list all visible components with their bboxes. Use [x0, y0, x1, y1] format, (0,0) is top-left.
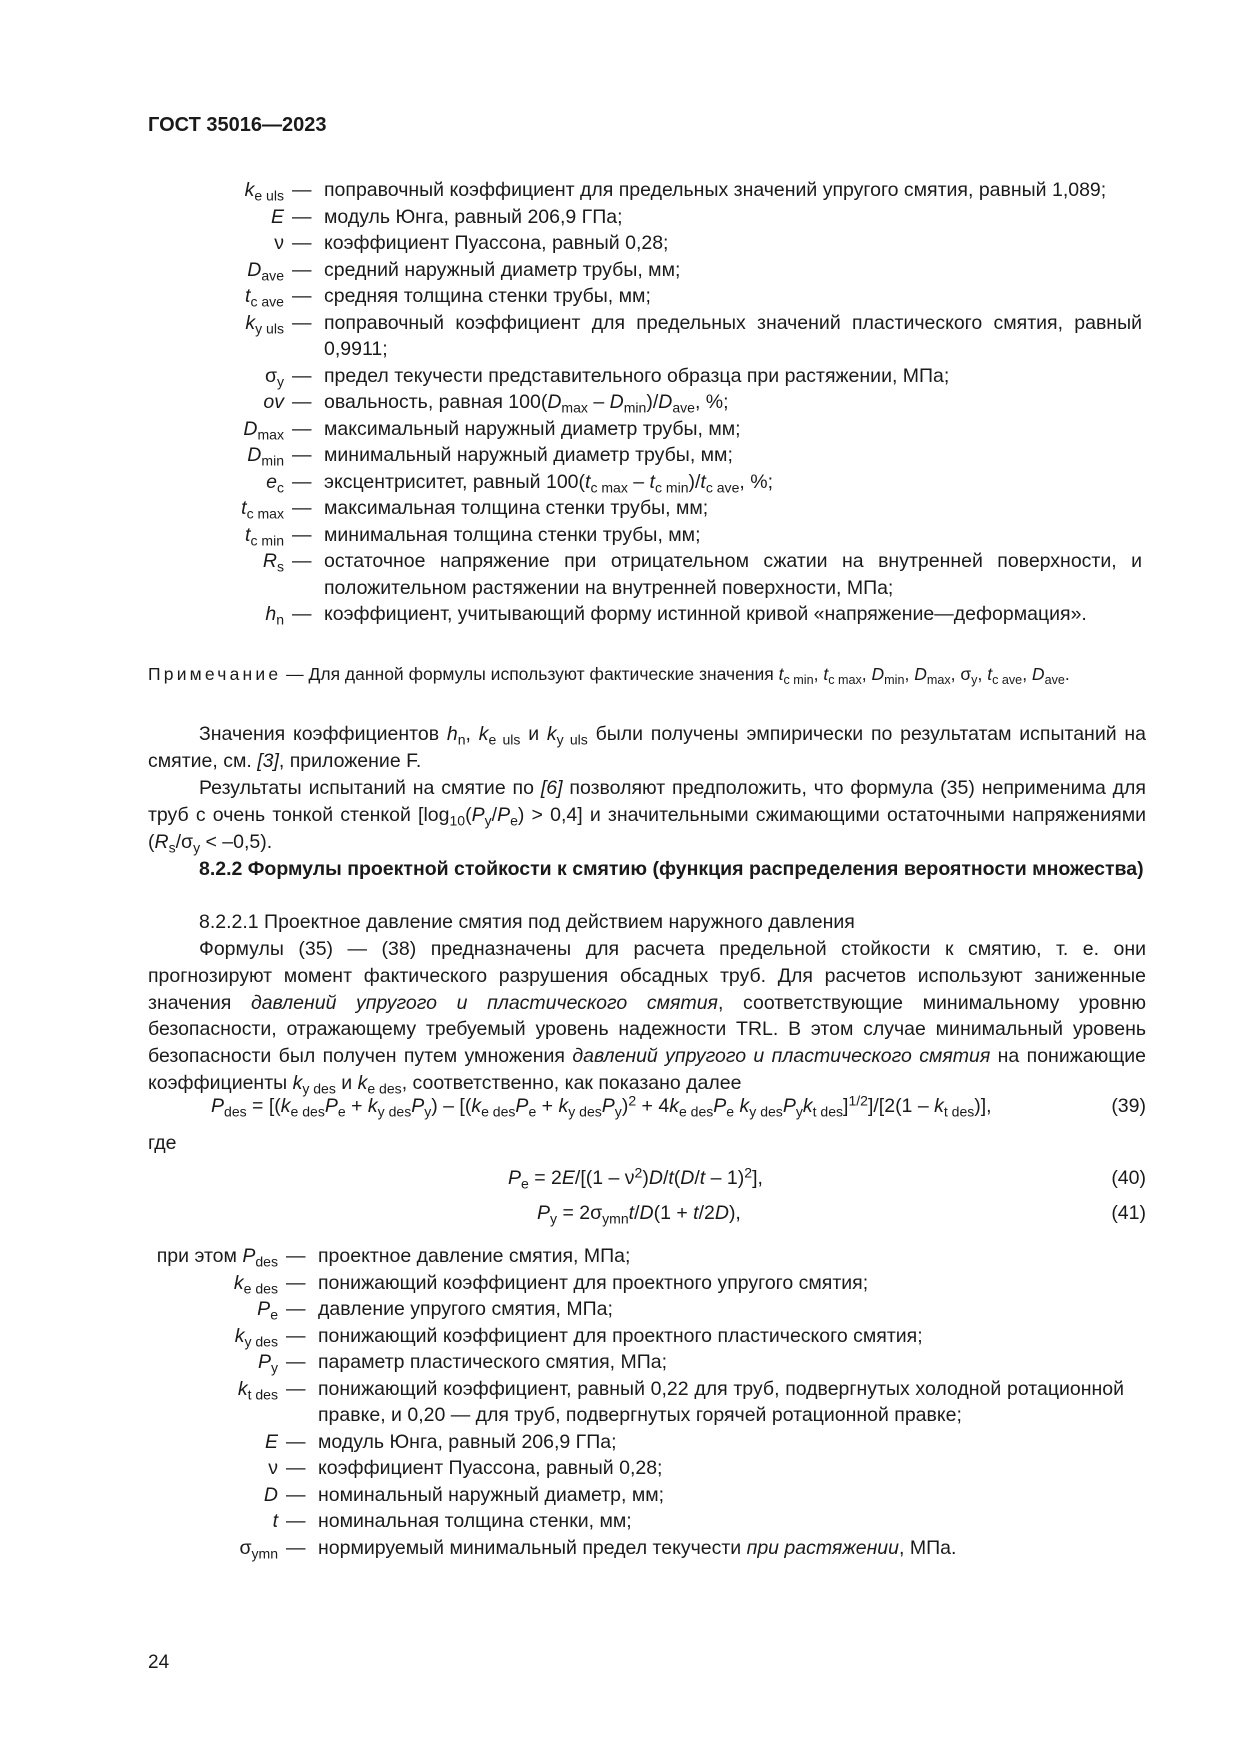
- definition-symbol: при этом $P_{des}$: [156, 1245, 278, 1270]
- em-dash: —: [286, 1245, 306, 1267]
- definition-symbol: $P_y$: [257, 1351, 278, 1376]
- definition-row: [0, 1535, 1241, 1562]
- definition-symbol: $D_{max}$: [243, 417, 284, 442]
- definition-text: параметр пластического смятия, МПа;: [318, 1351, 668, 1373]
- definition-row: [0, 363, 1241, 390]
- em-dash: —: [286, 1271, 306, 1294]
- definition-text: номинальная толщина стенки, мм;: [318, 1510, 632, 1532]
- definition-row: [0, 389, 1241, 416]
- definition-symbol: E: [270, 205, 284, 228]
- definition-row: [0, 1482, 1241, 1509]
- definition-symbol: $e_c$: [266, 470, 284, 495]
- formula-40-number: (40): [1111, 1167, 1146, 1189]
- definition-row: [0, 230, 1241, 257]
- em-dash: —: [286, 1483, 306, 1506]
- em-dash: —: [292, 391, 312, 413]
- em-dash: —: [292, 205, 312, 228]
- em-dash: —: [286, 1430, 306, 1453]
- em-dash: —: [286, 1351, 306, 1373]
- definition-row: [0, 1455, 1241, 1482]
- definition-symbol: $\sigma_y$: [264, 364, 284, 389]
- definition-symbol: ν: [268, 1457, 278, 1479]
- definitions-list-1: [0, 177, 1241, 628]
- section-heading: 8.2.2 Формулы проектной стойкости к смятию (функция распределения вероятности множества): [199, 858, 1144, 880]
- definition-row: [0, 469, 1241, 496]
- em-dash: —: [292, 311, 312, 334]
- definitions-list-2: [0, 1243, 1241, 1561]
- definition-text: эксцентриситет, равный $100(t_{c max} - t_{c min})/t_{c ave}$, %;: [324, 470, 773, 495]
- em-dash: —: [286, 1510, 306, 1532]
- em-dash: —: [286, 1457, 306, 1479]
- em-dash: —: [292, 364, 312, 387]
- definition-row: [0, 1243, 1241, 1270]
- document-header: ГОСТ 35016—2023: [148, 114, 327, 136]
- definition-row: [0, 522, 1241, 549]
- definition-row: [0, 283, 1241, 310]
- definition-text: остаточное напряжение при отрицательном сжатии на внутренней поверхности, и положительном растяжении на внутренней поверхности, МПа;: [324, 550, 1142, 599]
- definition-row: [0, 1376, 1241, 1429]
- em-dash: —: [292, 470, 312, 493]
- definition-symbol: $t_{c ave}$: [245, 285, 284, 310]
- em-dash: —: [292, 258, 312, 281]
- paragraph-coefficients: Значения коэффициентов $h_n$, $k_{e uls}$ и $k_{y uls}$ были получены эмпирически по результатам испытаний на смятие, см. [3], приложение F.: [148, 723, 1146, 772]
- definition-symbol: $t_{c min}$: [245, 523, 284, 548]
- definition-text: понижающий коэффициент для проектного упругого смятия;: [318, 1271, 869, 1294]
- definition-symbol: $D_{ave}$: [247, 258, 284, 283]
- em-dash: —: [286, 1324, 306, 1347]
- definition-row: [0, 1349, 1241, 1376]
- definition-text: овальность, равная $100(D_{max} - D_{min})/D_{ave}$, %;: [324, 391, 729, 416]
- subsection-title: 8.2.2.1 Проектное давление смятия под действием наружного давления: [199, 911, 855, 933]
- em-dash: —: [292, 523, 312, 546]
- definition-text: нормируемый минимальный предел текучести при растяжении, МПа.: [318, 1536, 957, 1559]
- where-label: где: [148, 1132, 177, 1154]
- definition-symbol: $k_{y des}$: [234, 1324, 278, 1349]
- em-dash: —: [292, 232, 312, 254]
- definition-row: [0, 416, 1241, 443]
- em-dash: —: [292, 417, 312, 440]
- definition-symbol: E: [264, 1430, 278, 1453]
- definition-text: модуль Юнга, равный 206,9 ГПа;: [318, 1430, 617, 1453]
- em-dash: —: [286, 1298, 306, 1320]
- definition-row: [0, 442, 1241, 469]
- paragraph-test-results: Результаты испытаний на смятие по [6] позволяют предположить, что формула (35) неприменима для труб с очень тонкой стенкой $[\log_{10}(P_y/P_e) > 0,4]$ и значительными сжимающими остаточными напряжениями $(R_s/\sigma_y < -0,5)$.: [148, 777, 1147, 856]
- em-dash: —: [286, 1536, 306, 1559]
- definition-row: [0, 177, 1241, 204]
- formula-41: $P_y = 2\sigma_{ymn}t/D(1 + t/2D)$,: [537, 1202, 741, 1227]
- definition-row: [0, 548, 1241, 601]
- definition-symbol: $k_{t des}$: [237, 1377, 278, 1402]
- em-dash: —: [292, 550, 312, 572]
- definition-text: понижающий коэффициент, равный 0,22 для труб, подвергнутых холодной ротационной правке, и 0,20 — для труб, подвергнутых горячей ротационной правке;: [318, 1377, 1124, 1426]
- em-dash: —: [292, 179, 312, 201]
- definition-symbol: $P_e$: [257, 1298, 278, 1323]
- definition-text: минимальная толщина стенки трубы, мм;: [324, 523, 701, 546]
- definition-text: максимальная толщина стенки трубы, мм;: [324, 497, 709, 519]
- definition-symbol: $t_{c max}$: [241, 497, 284, 522]
- definition-text: коэффициент, учитывающий форму истинной кривой «напряжение—деформация».: [324, 603, 1087, 625]
- em-dash: —: [292, 285, 312, 307]
- definition-row: [0, 1429, 1241, 1456]
- paragraph-formulas: Формулы (35) — (38) предназначены для расчета предельной стойкости к смятию, т. е. они прогнозируют момент фактического разрушения обсадных труб. Для расчетов используют заниженные значения давлений упругого и пластического смятия, соответствующие минимальному уровню безопасности, отражающему требуемый уровень надежности TRL. В этом случае минимальный уровень безопасности был получен путем умножения давлений упругого и пластического смятия на понижающие коэффициенты $k_{y des}$ и $k_{e des}$, соответственно, как показано далее: [148, 938, 1147, 1097]
- note: Примечание — Для данной формулы используют фактические значения $t_{c min}$, $t_{c max}$, $D_{min}$, $D_{max}$, $\sigma_y$, $t_{c ave}$, $D_{ave}$.: [148, 664, 1070, 688]
- definition-text: средний наружный диаметр трубы, мм;: [324, 258, 681, 281]
- em-dash: —: [292, 444, 312, 466]
- definition-text: коэффициент Пуассона, равный 0,28;: [318, 1457, 663, 1479]
- definition-text: максимальный наружный диаметр трубы, мм;: [324, 417, 741, 440]
- definition-symbol: $\sigma_{ymn}$: [239, 1536, 278, 1561]
- definition-row: [0, 1323, 1241, 1350]
- definition-symbol: $k_{e uls}$: [244, 179, 284, 204]
- formula-40: $P_e = 2E/[(1 - \nu^2)D/t(D/t - 1)^2]$,: [508, 1164, 763, 1192]
- em-dash: —: [292, 497, 312, 519]
- definition-symbol: $D_{min}$: [247, 444, 284, 469]
- definition-row: [0, 257, 1241, 284]
- definition-symbol: D: [263, 1483, 278, 1506]
- definition-row: [0, 1508, 1241, 1535]
- definition-symbol: $R_s$: [262, 550, 284, 575]
- definition-symbol: $k_{y uls}$: [245, 311, 284, 336]
- definition-row: [0, 1296, 1241, 1323]
- page-number: 24: [148, 1652, 170, 1673]
- definition-symbol: ν: [274, 232, 284, 254]
- formula-39: $P_{des} = [(k_{e des}P_e + k_{y des}P_y) - [(k_{e des}P_e + k_{y des}P_y)^2 + 4k_{e des}P_e$ $k_{y des}P_yk_{t des}]^{1/2}]/[2(1 - k_{t des})]$,: [211, 1092, 992, 1120]
- formula-39-number: (39): [1111, 1095, 1146, 1117]
- definition-text: давление упругого смятия, МПа;: [318, 1298, 613, 1320]
- definition-text: модуль Юнга, равный 206,9 ГПа;: [324, 205, 623, 228]
- definition-symbol: t: [272, 1510, 278, 1532]
- definition-row: [0, 601, 1241, 628]
- definition-text: понижающий коэффициент для проектного пластического смятия;: [318, 1324, 923, 1347]
- formula-41-number: (41): [1111, 1202, 1146, 1224]
- definition-text: средняя толщина стенки трубы, мм;: [324, 285, 651, 307]
- definition-text: номинальный наружный диаметр, мм;: [318, 1483, 665, 1506]
- definition-symbol: ov: [263, 391, 284, 413]
- definition-symbol: $k_{e des}$: [233, 1271, 278, 1296]
- definition-text: поправочный коэффициент для предельных значений упругого смятия, равный 1,089;: [324, 179, 1107, 201]
- definition-row: [0, 310, 1241, 363]
- definition-text: минимальный наружный диаметр трубы, мм;: [324, 444, 733, 466]
- em-dash: —: [292, 603, 312, 625]
- definition-row: [0, 204, 1241, 231]
- definition-row: [0, 495, 1241, 522]
- em-dash: —: [286, 1377, 306, 1400]
- definition-text: предел текучести представительного образца при растяжении, МПа;: [324, 364, 950, 387]
- definition-text: поправочный коэффициент для предельных значений пластического смятия, равный 0,9911;: [324, 311, 1142, 360]
- definition-row: [0, 1270, 1241, 1297]
- definition-text: коэффициент Пуассона, равный 0,28;: [324, 232, 669, 254]
- definition-symbol: $h_n$: [265, 603, 284, 628]
- definition-text: проектное давление смятия, МПа;: [318, 1245, 631, 1267]
